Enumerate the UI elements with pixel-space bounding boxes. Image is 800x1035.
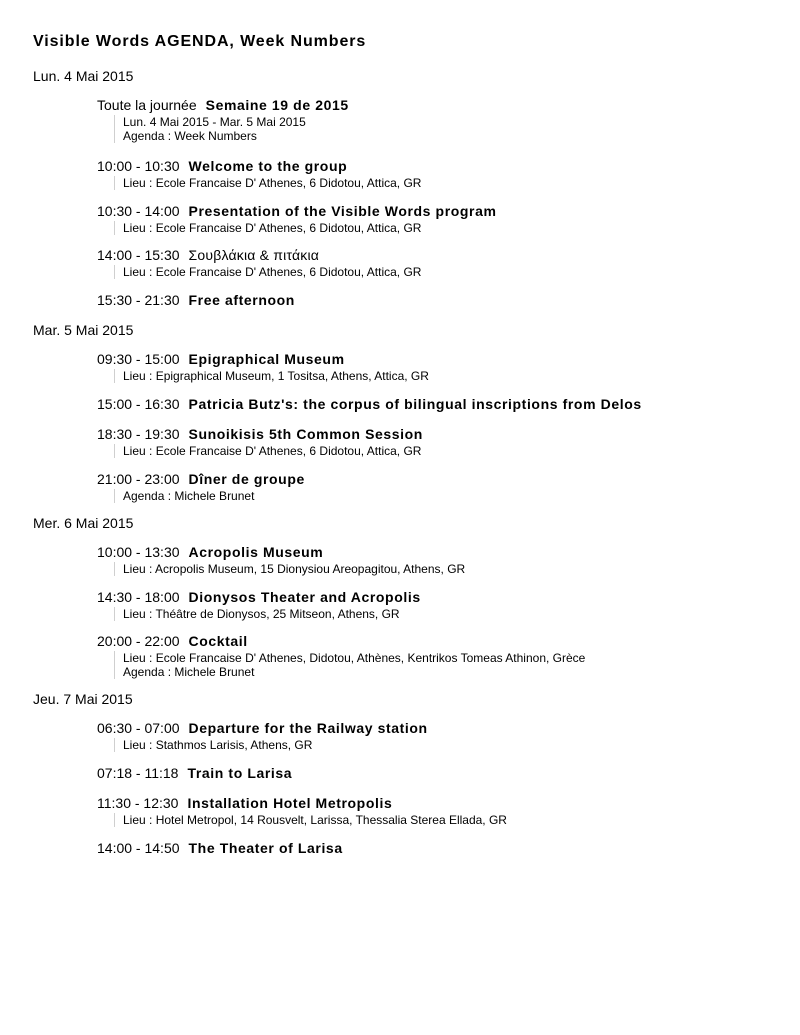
agenda-event: [97, 96, 777, 143]
event-time: 18:30 - 19:30: [97, 426, 180, 442]
event-heading: [97, 96, 777, 114]
event-heading: [97, 839, 777, 857]
event-heading: [97, 395, 777, 413]
agenda-event: [97, 350, 777, 383]
event-details: [114, 221, 777, 235]
event-heading: [97, 764, 777, 782]
event-time: 15:30 - 21:30: [97, 292, 180, 308]
event-detail-line: Lun. 4 Mai 2015 - Mar. 5 Mai 2015: [123, 115, 306, 129]
event-heading: [97, 632, 777, 650]
event-name: Sunoikisis 5th Common Session: [188, 426, 423, 442]
event-time: 20:00 - 22:00: [97, 633, 180, 649]
event-details: [114, 651, 777, 679]
agenda-event: [97, 425, 777, 458]
event-detail-line: Lieu : Hotel Metropol, 14 Rousvelt, Larissa, Thessalia Sterea Ellada, GR: [123, 813, 507, 827]
event-heading: [97, 291, 777, 309]
event-heading: [97, 157, 777, 175]
event-detail-line: Lieu : Epigraphical Museum, 1 Tositsa, Athens, Attica, GR: [123, 369, 429, 383]
event-time: 10:00 - 13:30: [97, 544, 180, 560]
event-detail-line: Lieu : Ecole Francaise D' Athenes, 6 Didotou, Attica, GR: [123, 444, 422, 458]
page-title: Visible Words AGENDA, Week Numbers: [33, 33, 367, 50]
event-name: Patricia Butz's: the corpus of bilingual inscriptions from Delos: [188, 396, 642, 412]
event-name: Epigraphical Museum: [188, 351, 345, 367]
agenda-event: [97, 157, 777, 190]
agenda-event: [97, 764, 777, 782]
event-name: Train to Larisa: [187, 765, 293, 781]
day-heading: Jeu. 7 Mai 2015: [33, 691, 133, 707]
event-time: 14:00 - 15:30: [97, 247, 180, 263]
event-detail-line: Lieu : Acropolis Museum, 15 Dionysiou Areopagitou, Athens, GR: [123, 562, 466, 576]
event-detail-line: Agenda : Michele Brunet: [123, 665, 255, 679]
agenda-event: [97, 202, 777, 235]
event-name: Σουβλάκια & πιτάκια: [188, 247, 320, 263]
agenda-event: [97, 794, 777, 827]
event-time: Toute la journée: [97, 97, 197, 113]
event-details: [114, 265, 777, 279]
event-name: Free afternoon: [188, 292, 295, 308]
event-time: 06:30 - 07:00: [97, 720, 180, 736]
day-heading: Lun. 4 Mai 2015: [33, 68, 134, 84]
event-name: Cocktail: [188, 633, 248, 649]
event-detail-line: Lieu : Ecole Francaise D' Athenes, 6 Didotou, Attica, GR: [123, 176, 422, 190]
event-heading: [97, 543, 777, 561]
agenda-event: [97, 291, 777, 309]
event-details: [114, 369, 777, 383]
agenda-event: [97, 588, 777, 621]
agenda-event: [97, 246, 777, 279]
event-details: [114, 115, 777, 143]
event-name: Welcome to the group: [188, 158, 348, 174]
event-time: 14:00 - 14:50: [97, 840, 180, 856]
event-time: 09:30 - 15:00: [97, 351, 180, 367]
event-time: 14:30 - 18:00: [97, 589, 180, 605]
event-heading: [97, 202, 777, 220]
event-details: [114, 738, 777, 752]
event-detail-line: Lieu : Ecole Francaise D' Athenes, 6 Didotou, Attica, GR: [123, 221, 422, 235]
agenda-event: [97, 395, 777, 413]
event-detail-line: Lieu : Ecole Francaise D' Athenes, 6 Didotou, Attica, GR: [123, 265, 422, 279]
event-time: 10:00 - 10:30: [97, 158, 180, 174]
event-time: 10:30 - 14:00: [97, 203, 180, 219]
event-heading: [97, 588, 777, 606]
event-detail-line: Agenda : Week Numbers: [123, 129, 257, 143]
event-heading: [97, 794, 777, 812]
day-heading: Mar. 5 Mai 2015: [33, 322, 134, 338]
event-details: [114, 444, 777, 458]
event-heading: [97, 246, 777, 264]
agenda-event: [97, 632, 777, 679]
event-detail-line: Agenda : Michele Brunet: [123, 489, 255, 503]
event-name: Presentation of the Visible Words program: [188, 203, 497, 219]
event-name: Installation Hotel Metropolis: [187, 795, 393, 811]
event-time: 07:18 - 11:18: [97, 765, 179, 781]
event-heading: [97, 425, 777, 443]
event-name: Semaine 19 de 2015: [205, 97, 349, 113]
agenda-event: [97, 839, 777, 857]
agenda-event: [97, 543, 777, 576]
event-time: 11:30 - 12:30: [97, 795, 179, 811]
event-detail-line: Lieu : Stathmos Larisis, Athens, GR: [123, 738, 313, 752]
event-heading: [97, 719, 777, 737]
event-heading: [97, 470, 777, 488]
event-heading: [97, 350, 777, 368]
event-detail-line: Lieu : Théâtre de Dionysos, 25 Mitseon, Athens, GR: [123, 607, 400, 621]
event-name: Departure for the Railway station: [188, 720, 428, 736]
event-detail-line: Lieu : Ecole Francaise D' Athenes, Didotou, Athènes, Kentrikos Tomeas Athinon, Grèce: [123, 651, 586, 665]
agenda-event: [97, 470, 777, 503]
event-name: Acropolis Museum: [188, 544, 324, 560]
event-name: Dionysos Theater and Acropolis: [188, 589, 421, 605]
event-time: 15:00 - 16:30: [97, 396, 180, 412]
event-details: [114, 813, 777, 827]
event-name: Dîner de groupe: [188, 471, 305, 487]
event-details: [114, 489, 777, 503]
event-details: [114, 607, 777, 621]
event-time: 21:00 - 23:00: [97, 471, 180, 487]
day-heading: Mer. 6 Mai 2015: [33, 515, 134, 531]
event-name: The Theater of Larisa: [188, 840, 343, 856]
agenda-event: [97, 719, 777, 752]
event-details: [114, 562, 777, 576]
event-details: [114, 176, 777, 190]
